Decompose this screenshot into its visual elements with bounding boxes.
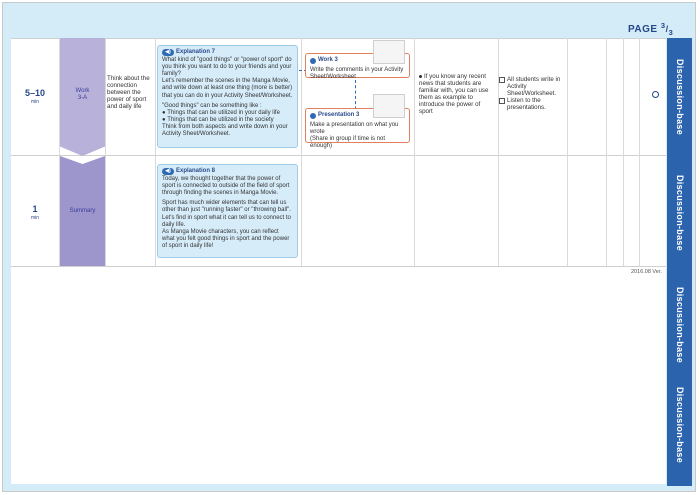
explanation-bubble [157, 164, 298, 258]
side-label: Discussion-base [675, 58, 685, 136]
page-number: PAGE $^3/_3$ [628, 21, 674, 37]
divider [105, 38, 106, 266]
page-fraction: $^3/_3$ [660, 21, 674, 37]
circle-mark-icon [652, 91, 659, 98]
pin-icon [310, 58, 316, 64]
divider [11, 266, 666, 267]
checkbox-icon [499, 77, 505, 83]
checkbox-icon [499, 98, 505, 104]
evaluation-list [499, 76, 574, 111]
presentation-box: Presentation 3 Make a presentation on what you wrote (Share in group if time is not enough) [305, 108, 410, 143]
explanation-tag: ◀) Explanation 7 [162, 49, 215, 56]
illustration-teacher [373, 40, 405, 64]
side-label: Discussion-base [675, 174, 685, 252]
work-box: Work 3 Write the comments in your Activity Sheet/Worksheet [305, 53, 410, 78]
explanation-bullet: ● Things that can be utilized in the society [162, 116, 274, 123]
explanation-text: Sport has much wider elements that can tell us other than just "running faster" or "throwing ball". Let's find in sport what it can tell us to connect to daily life. [162, 200, 291, 228]
divider [639, 38, 640, 266]
illustration-students [373, 94, 405, 118]
time-cell: 5–10 min [24, 88, 46, 105]
explanation-text: Think from both aspects and write down in your Activity Sheet/Worksheet. [162, 123, 288, 138]
time-cell: 1 min [30, 204, 40, 221]
phase-label: Summary [69, 208, 96, 214]
speaker-icon: ◀) [162, 168, 174, 175]
speaker-icon: ◀) [162, 49, 174, 56]
explanation-text: Today, we thought together that the power of sport is connected to outside of the field of sport through finding the scenes in Manga Movie. [162, 176, 290, 197]
divider [623, 38, 624, 266]
explanation-text: What kind of "good things" or "power of sport" do you think you want to do to your friends and your family? [162, 57, 292, 78]
version-label: 2016.08 Ver. [631, 269, 662, 275]
divider [567, 38, 568, 266]
work-text: Write the comments in your Activity Sheet/Worksheet [310, 66, 404, 80]
divider [301, 38, 302, 266]
presentation-text: Make a presentation on what you wrote (Share in group if time is not enough) [310, 121, 399, 149]
explanation-text: Let's remember the scenes in the Manga Movie, and write down at least one thing (more is better) that you can do in your Activity Sheet/Worksheet. [162, 78, 293, 99]
explanation-text: As Manga Movie characters, you can reflect what you felt good things in sport and the power of sport in daily life! [162, 228, 290, 249]
pin-icon [310, 113, 316, 119]
aim-text: Think about the connection between the power of sport and daily life [107, 75, 150, 110]
divider [498, 38, 499, 266]
divider [414, 38, 415, 266]
explanation-bubble [157, 45, 298, 148]
support-note: If you know any recent news that students are familiar with, you can use them as example to introduce the power of sport [419, 73, 489, 115]
divider [606, 38, 607, 266]
divider [155, 38, 156, 266]
side-strip [667, 38, 692, 486]
lesson-table [11, 38, 666, 484]
explanation-text: "Good things" can be something like : [162, 102, 262, 109]
bullet-icon [419, 75, 422, 78]
divider [59, 38, 60, 266]
side-label: Discussion-base [675, 286, 685, 364]
explanation-tag: ◀) Explanation 8 [162, 168, 215, 175]
evaluation-item: Listen to the presentations. [499, 97, 574, 111]
side-label: Discussion-base [675, 386, 685, 464]
phase-label: Work 3-A [75, 88, 90, 101]
evaluation-item: All students write in Activity Sheet/Worksheet. [499, 76, 574, 97]
explanation-bullet: ● Things that can be utilized in your daily life [162, 109, 280, 116]
